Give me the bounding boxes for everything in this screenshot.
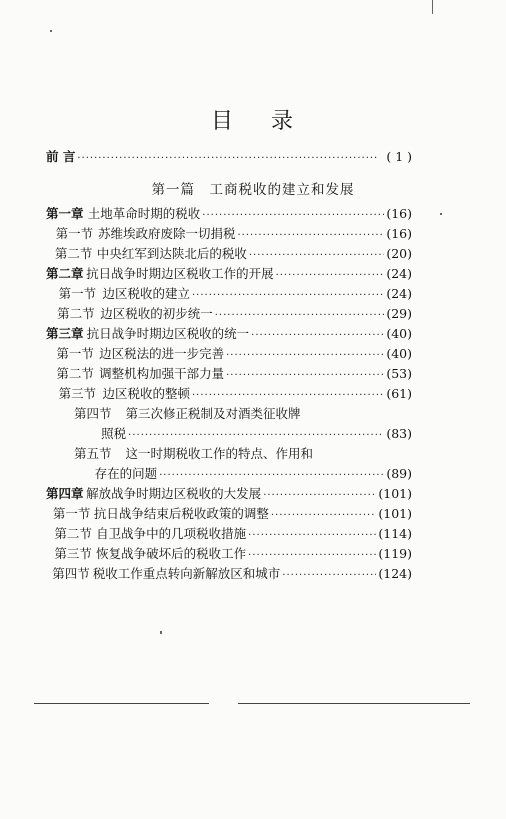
entry-page: (114)	[378, 526, 412, 541]
entry-label: 第一节	[55, 226, 94, 241]
toc-entry-continuation	[46, 425, 412, 443]
leader-dots	[248, 547, 376, 565]
entry-text: 中央红军到达陕北后的税收	[96, 246, 247, 261]
toc-entry	[46, 485, 412, 503]
entry-page: (24)	[386, 266, 412, 281]
scan-speck	[440, 213, 442, 215]
entry-page: (119)	[378, 546, 412, 561]
toc-entry	[46, 325, 412, 343]
entry-label: 第三节	[58, 386, 97, 401]
entry-text: 边区税法的进一步完善	[99, 346, 225, 361]
toc-entry	[46, 545, 412, 563]
scan-speck	[160, 631, 162, 634]
leader-dots	[248, 527, 376, 545]
preface-label: 前 言	[46, 149, 76, 164]
toc-entry	[46, 365, 412, 383]
leader-dots	[276, 267, 385, 285]
entry-text: 边区税收的建立	[102, 286, 190, 301]
entry-page: (20)	[386, 246, 412, 261]
entry-page: (61)	[386, 386, 412, 401]
entry-text: 抗日战争结束后税收政策的调整	[93, 506, 269, 521]
entry-label: 第三章	[46, 326, 84, 341]
entry-page: (101)	[378, 486, 412, 501]
entry-text: 第三次修正税制及对酒类征收牌	[125, 406, 301, 421]
entry-page: (16)	[386, 206, 412, 221]
entry-text: 税收工作重点转向新解放区和城市	[92, 566, 281, 581]
toc-entry	[46, 405, 412, 423]
entry-page: (101)	[378, 506, 412, 521]
leader-dots	[159, 467, 384, 485]
preface-page: ( 1 )	[386, 149, 412, 164]
entry-text: 边区税收的整顿	[102, 386, 190, 401]
entry-label: 第五节	[74, 446, 112, 461]
entry-text: 解放战争时期边区税收的大发展	[86, 486, 262, 501]
entry-label: 第二章	[46, 266, 84, 281]
scan-speck	[50, 30, 52, 32]
entry-page: (124)	[378, 566, 413, 581]
entry-label: 第一节	[56, 346, 94, 361]
entry-page: (40)	[386, 346, 412, 361]
toc-title	[0, 104, 506, 135]
entry-text: 抗日战争时期边区税收工作的开展	[86, 266, 274, 281]
toc-entry	[46, 245, 412, 263]
entry-text: 土地革命时期的税收	[87, 206, 201, 221]
entry-label: 第二节	[54, 246, 93, 261]
entry-page: (40)	[386, 326, 412, 341]
toc-entry	[46, 305, 412, 323]
toc-entry	[46, 265, 412, 283]
toc-title-left: 目	[210, 109, 235, 134]
toc-entry	[46, 225, 412, 243]
entry-text: 边区税收的初步统一	[100, 306, 213, 321]
toc-entry	[46, 565, 412, 583]
leader-dots	[271, 507, 376, 525]
page-rule-right	[238, 703, 470, 704]
leader-dots	[192, 387, 384, 405]
leader-dots	[238, 227, 385, 245]
entry-page: (53)	[386, 366, 412, 381]
entry-page: (24)	[386, 286, 412, 301]
entry-page: (83)	[386, 426, 412, 441]
page-rule-left	[34, 703, 209, 704]
leader-dots	[202, 207, 384, 225]
toc-entry	[46, 285, 412, 303]
toc-entry	[46, 445, 412, 463]
leader-dots	[282, 567, 376, 585]
entry-text: 存在的问题	[94, 466, 158, 481]
entry-text: 恢复战争破坏后的税收工作	[96, 546, 247, 561]
entry-text: 照税	[101, 426, 127, 441]
entry-label: 第一章	[46, 206, 84, 221]
entry-label: 第四节	[52, 566, 90, 581]
entry-page: (89)	[386, 466, 412, 481]
scan-edge-mark	[432, 0, 433, 14]
entry-page: (16)	[386, 226, 412, 241]
entry-label: 第一节	[52, 506, 91, 521]
leader-dots	[226, 367, 384, 385]
entry-label: 第一节	[58, 286, 97, 301]
leader-dots	[215, 307, 385, 325]
entry-label: 第四节	[74, 406, 112, 421]
part-heading: 第一篇 工商税收的建立和发展	[151, 182, 355, 198]
leader-dots	[226, 347, 384, 365]
toc-entry	[46, 345, 412, 363]
leader-dots	[128, 427, 383, 445]
entry-text: 抗日战争时期边区税收的统一	[86, 326, 250, 341]
entry-text: 调整机构加强干部力量	[99, 366, 225, 381]
leader-dots	[192, 287, 384, 305]
entry-label: 第三节	[54, 546, 92, 561]
entry-label: 第二节	[56, 366, 94, 381]
entry-label: 第四章	[46, 486, 84, 501]
entry-text: 这一时期税收工作的特点、作用和	[125, 446, 314, 461]
leader-dots	[251, 327, 384, 345]
entry-text: 自卫战争中的几项税收措施	[96, 526, 247, 541]
entry-label: 第二节	[54, 526, 92, 541]
leader-dots	[77, 150, 379, 168]
toc-entry	[46, 385, 412, 403]
entry-text: 苏维埃政府废除一切捐税	[97, 226, 236, 241]
toc-entry	[46, 505, 412, 523]
toc-entry	[46, 205, 412, 223]
preface-entry	[46, 148, 412, 166]
leader-dots	[263, 487, 376, 505]
entry-page: (29)	[386, 306, 412, 321]
leader-dots	[249, 247, 384, 265]
entry-label: 第二节	[57, 306, 95, 321]
toc-title-right: 录	[271, 109, 296, 134]
toc-entry-continuation	[46, 465, 412, 483]
toc-entry	[46, 525, 412, 543]
